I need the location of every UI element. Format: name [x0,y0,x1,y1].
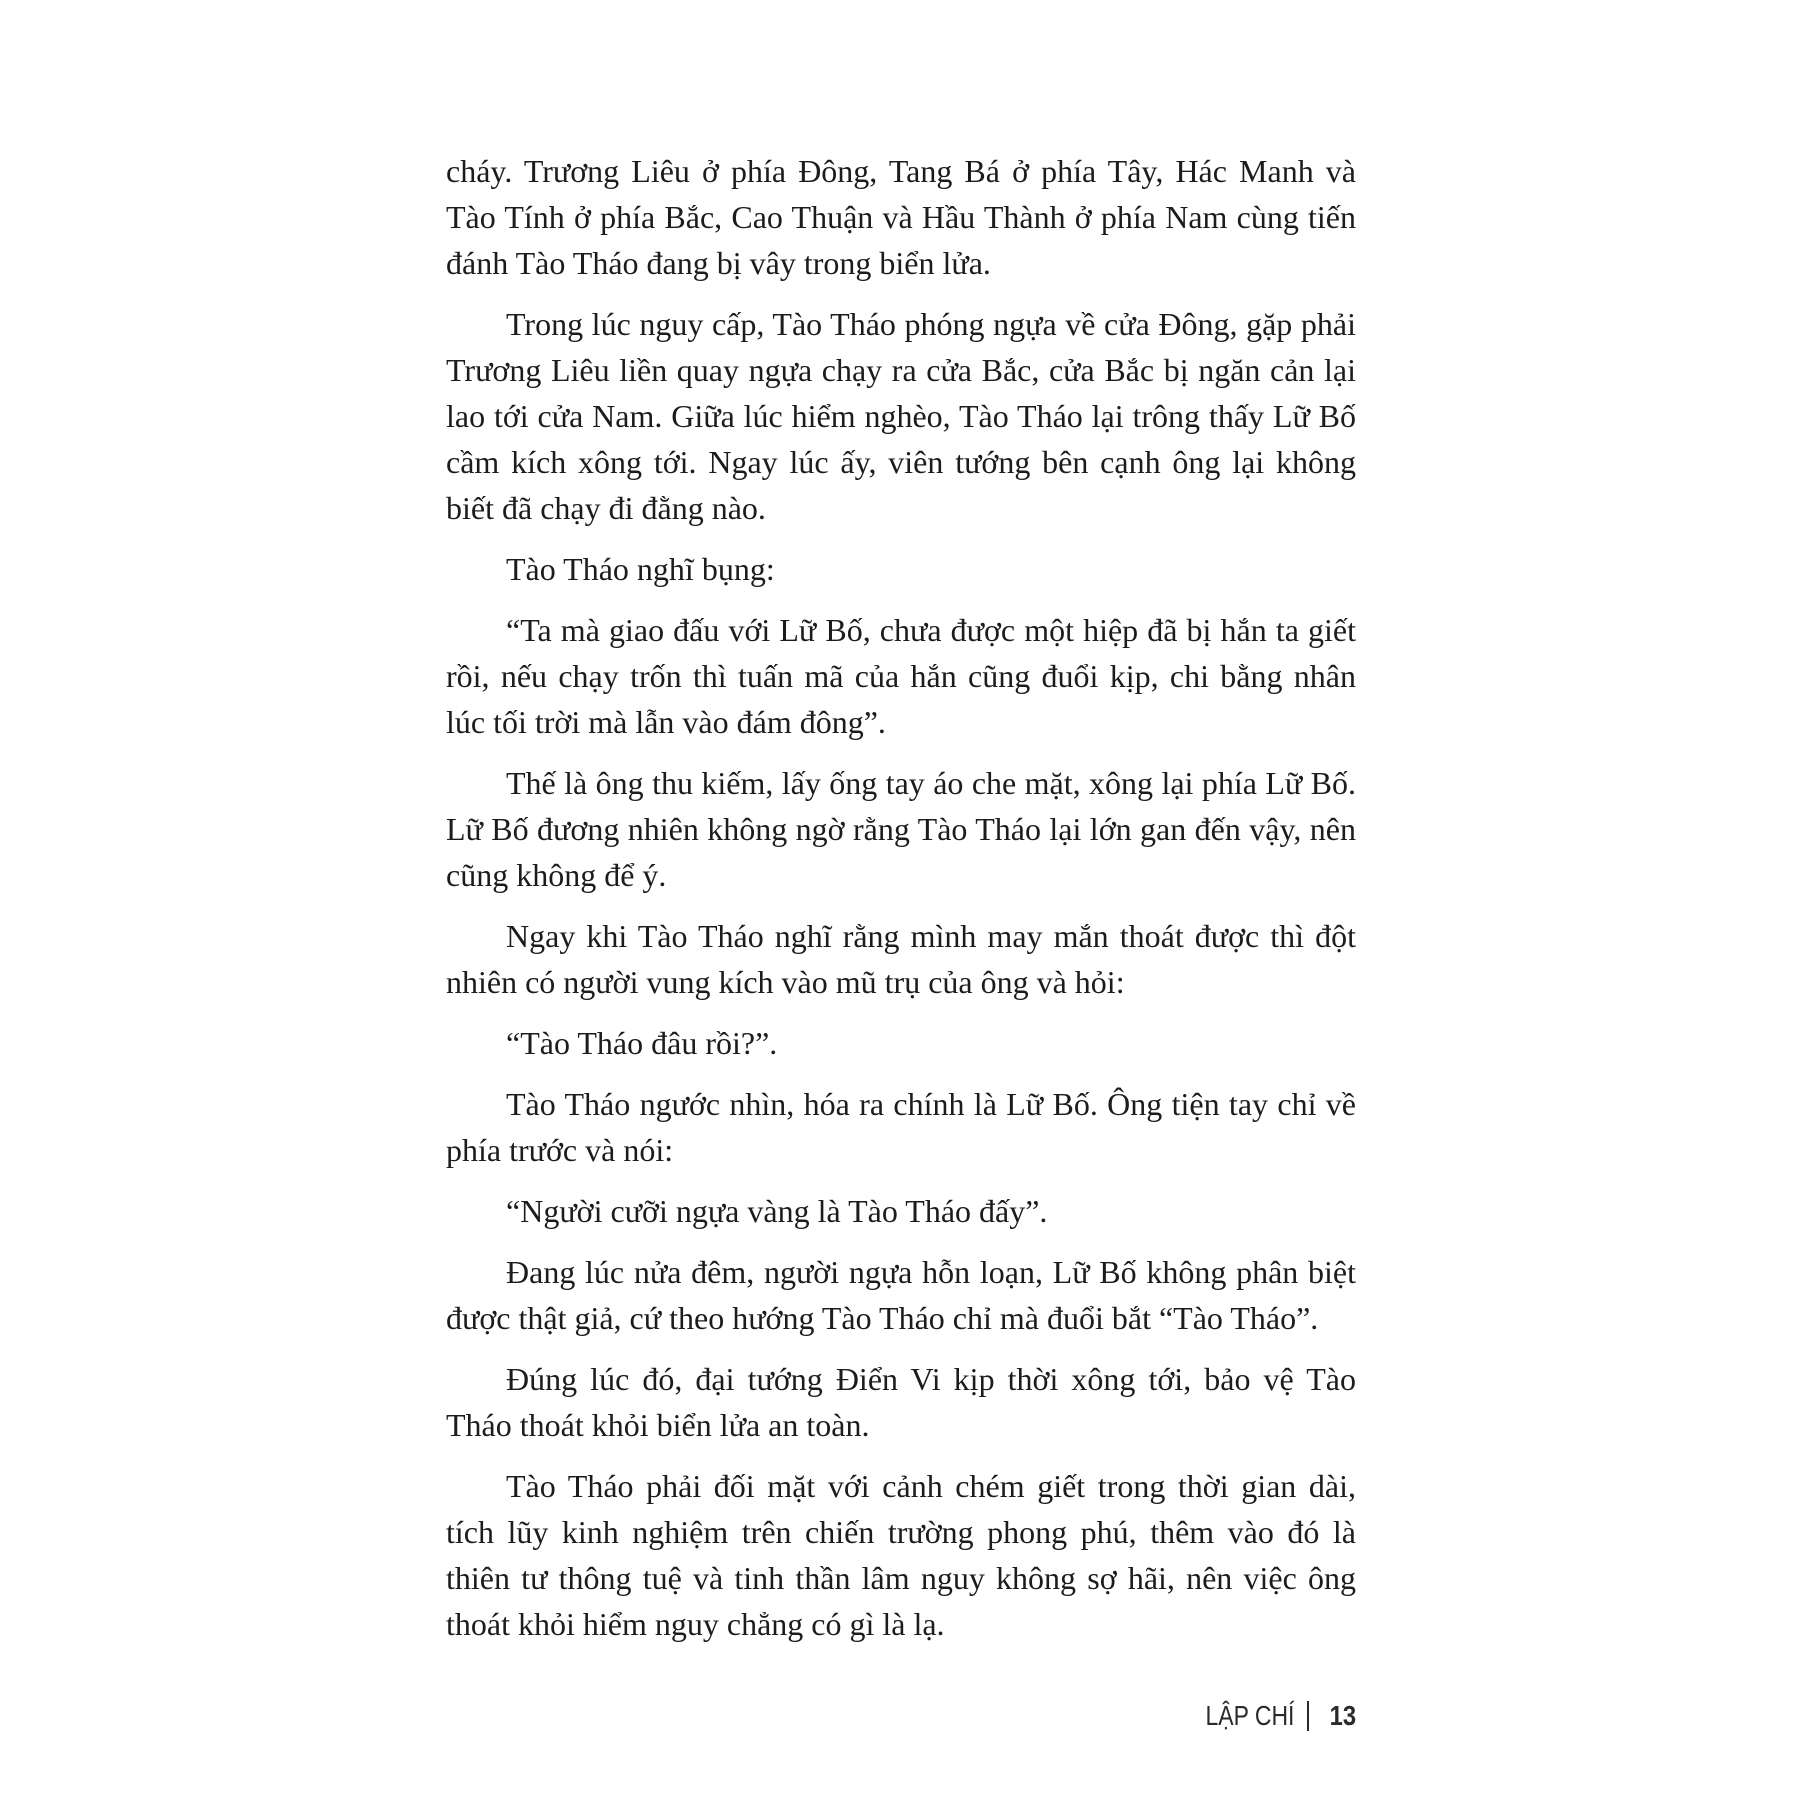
paragraph: Đang lúc nửa đêm, người ngựa hỗn loạn, Lữ Bố không phân biệt được thật giả, cứ theo hướng Tào Tháo chỉ mà đuổi bắt “Tào Tháo”. [446,1254,1356,1336]
paragraph: “Người cưỡi ngựa vàng là Tào Tháo đấy”. [506,1193,1048,1229]
paragraph: Tào Tháo phải đối mặt với cảnh chém giết trong thời gian dài, tích lũy kinh nghiệm trên chiến trường phong phú, thêm vào đó là thiên tư thông tuệ và tinh thần lâm nguy không sợ hãi, nên việc ông thoát khỏi hiểm nguy chẳng có gì là lạ. [446,1468,1356,1642]
paragraph: Ngay khi Tào Tháo nghĩ rằng mình may mắn thoát được thì đột nhiên có người vung kích vào mũ trụ của ông và hỏi: [446,918,1356,1000]
page-footer [1186,1700,1356,1732]
footer-divider [1307,1701,1309,1731]
body-text [446,148,1356,1662]
paragraph: Tào Tháo ngước nhìn, hóa ra chính là Lữ Bố. Ông tiện tay chỉ về phía trước và nói: [446,1086,1356,1168]
paragraph: Đúng lúc đó, đại tướng Điển Vi kịp thời xông tới, bảo vệ Tào Tháo thoát khỏi biển lửa an toàn. [446,1361,1356,1443]
paragraph: “Ta mà giao đấu với Lữ Bố, chưa được một hiệp đã bị hắn ta giết rồi, nếu chạy trốn thì tuấn mã của hắn cũng đuổi kịp, chi bằng nhân lúc tối trời mà lẫn vào đám đông”. [446,612,1356,740]
paragraph: “Tào Tháo đâu rồi?”. [506,1025,778,1061]
paragraph: cháy. Trương Liêu ở phía Đông, Tang Bá ở phía Tây, Hác Manh và Tào Tính ở phía Bắc, Cao Thuận và Hầu Thành ở phía Nam cùng tiến đánh Tào Tháo đang bị vây trong biển lửa. [446,153,1356,281]
paragraph: Thế là ông thu kiếm, lấy ống tay áo che mặt, xông lại phía Lữ Bố. Lữ Bố đương nhiên không ngờ rằng Tào Tháo lại lớn gan đến vậy, nên cũng không để ý. [446,765,1356,893]
page-number: 13 [1329,1700,1356,1731]
paragraph: Tào Tháo nghĩ bụng: [506,551,775,587]
paragraph: Trong lúc nguy cấp, Tào Tháo phóng ngựa về cửa Đông, gặp phải Trương Liêu liền quay ngựa chạy ra cửa Bắc, cửa Bắc bị ngăn cản lại lao tới cửa Nam. Giữa lúc hiểm nghèo, Tào Tháo lại trông thấy Lữ Bố cầm kích xông tới. Ngay lúc ấy, viên tướng bên cạnh ông lại không biết đã chạy đi đằng nào. [446,306,1356,526]
running-section-title: LẬP CHÍ [1205,1700,1295,1731]
